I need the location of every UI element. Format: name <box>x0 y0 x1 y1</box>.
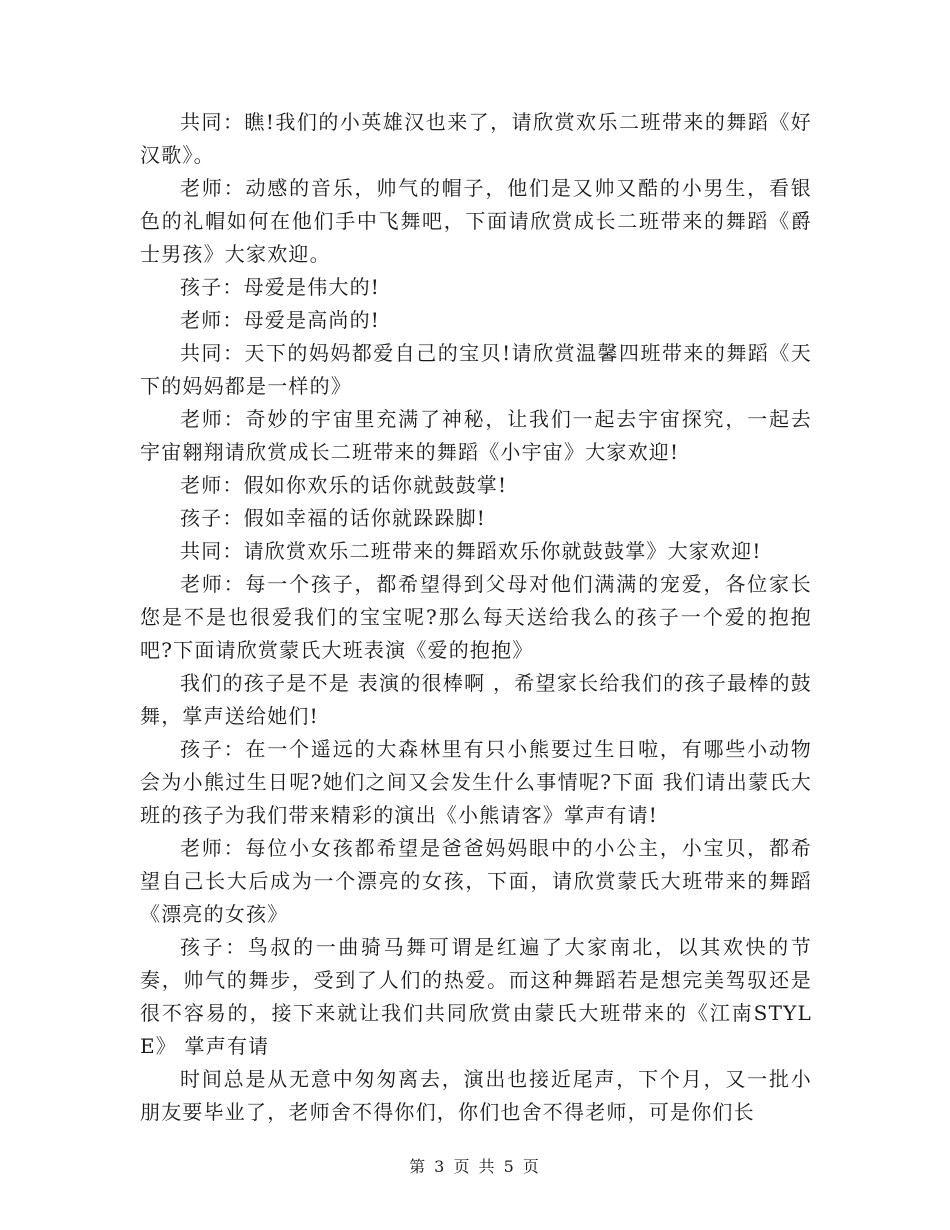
paragraph: 老师：动感的音乐，帅气的帽子，他们是又帅又酷的小男生，看银色的礼帽如何在他们手中飞舞吧，下面请欣赏成长二班带来的舞蹈《爵士男孩》大家欢迎。 <box>140 176 812 266</box>
paragraph: 老师：母爱是高尚的! <box>180 308 381 332</box>
page-number-footer: 第 3 页 共 5 页 <box>409 1157 541 1176</box>
paragraph: 孩子：假如幸福的话你就跺跺脚! <box>180 506 487 530</box>
paragraph: 老师：奇妙的宇宙里充满了神秘，让我们一起去宇宙探究，一起去宇宙翱翔请欣赏成长二班带来的舞蹈《小宇宙》大家欢迎! <box>140 407 812 464</box>
paragraph: 共同：瞧!我们的小英雄汉也来了，请欣赏欢乐二班带来的舞蹈《好汉歌》。 <box>140 110 812 167</box>
paragraph: 我们的孩子是不是 表演的很棒啊 ，希望家长给我们的孩子最棒的鼓舞，掌声送给她们! <box>140 671 812 728</box>
paragraph: 孩子：鸟叔的一曲骑马舞可谓是红遍了大家南北，以其欢快的节奏，帅气的舞步，受到了人们的热爱。而这种舞蹈若是想完美驾驭还是很不容易的，接下来就让我们共同欣赏由蒙氏大班带来的《江南STYLE》 掌声有请 <box>140 935 812 1058</box>
paragraph: 老师：假如你欢乐的话你就鼓鼓掌! <box>180 473 508 497</box>
paragraph: 共同：天下的妈妈都爱自己的宝贝!请欣赏温馨四班带来的舞蹈《天下的妈妈都是一样的》 <box>140 341 812 398</box>
paragraph: 孩子：在一个遥远的大森林里有只小熊要过生日啦，有哪些小动物会为小熊过生日呢?她们之间又会发生什么事情呢?下面 我们请出蒙氏大班的孩子为我们带来精彩的演出《小熊请客》掌声有请! <box>140 737 812 827</box>
paragraph: 时间总是从无意中匆匆离去，演出也接近尾声，下个月，又一批小朋友要毕业了，老师舍不得你们，你们也舍不得老师，可是你们长 <box>140 1067 812 1124</box>
paragraph: 老师：每位小女孩都希望是爸爸妈妈眼中的小公主，小宝贝，都希望自己长大后成为一个漂亮的女孩，下面，请欣赏蒙氏大班带来的舞蹈《漂亮的女孩》 <box>140 836 812 926</box>
paragraph: 共同：请欣赏欢乐二班带来的舞蹈欢乐你就鼓鼓掌》大家欢迎! <box>180 539 762 563</box>
paragraph: 老师：每一个孩子，都希望得到父母对他们满满的宠爱，各位家长您是不是也很爱我们的宝宝呢?那么每天送给我么的孩子一个爱的抱抱吧?下面请欣赏蒙氏大班表演《爱的抱抱》 <box>140 572 812 662</box>
paragraph: 孩子：母爱是伟大的! <box>180 275 381 299</box>
document-body <box>140 106 812 1129</box>
